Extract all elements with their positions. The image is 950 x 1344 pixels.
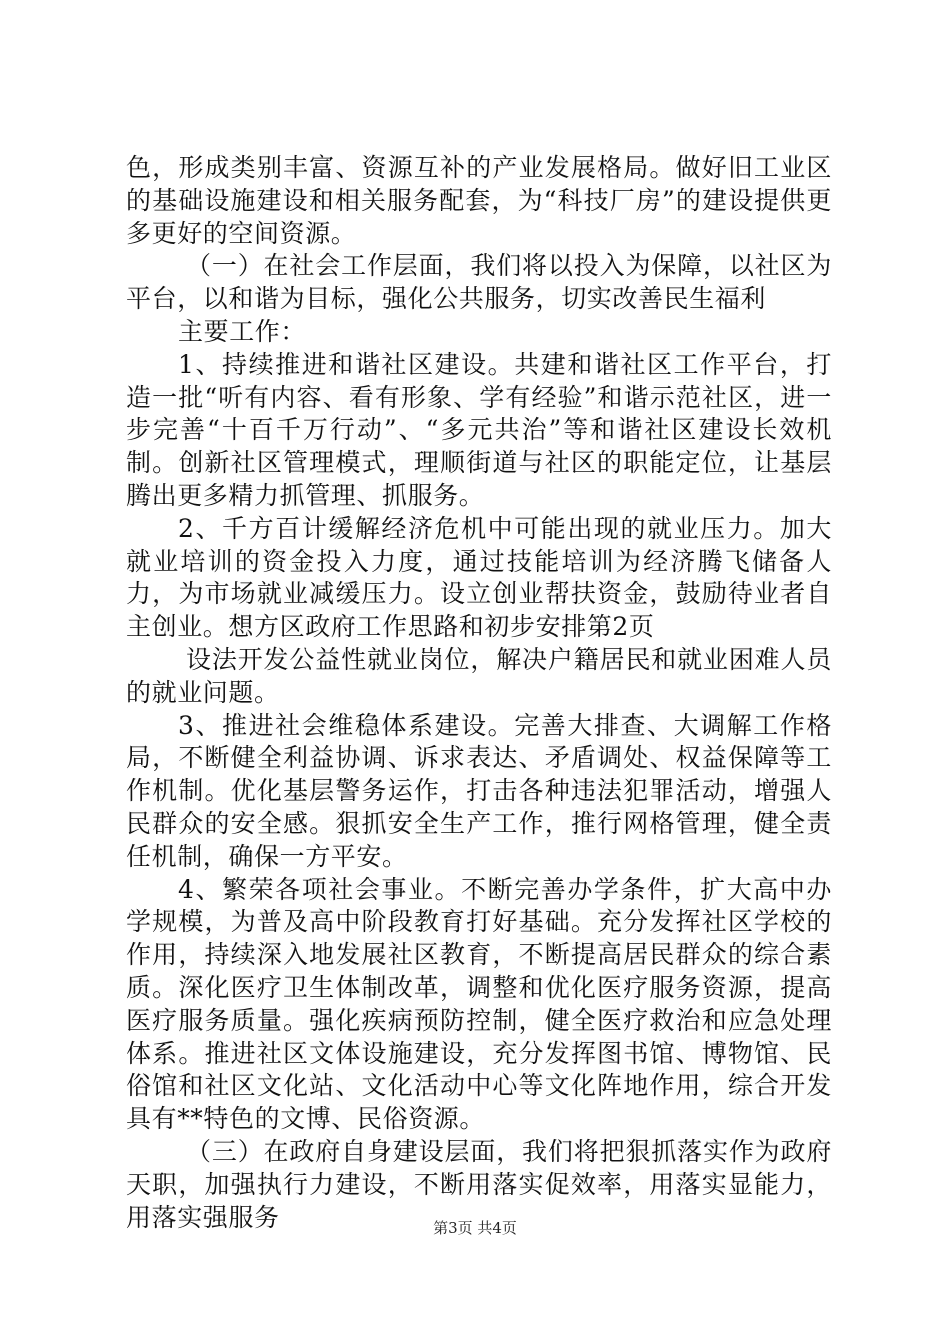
paragraph-item-2-continued: 设法开发公益性就业岗位，解决户籍居民和就业困难人员的就业问题。 <box>126 644 832 707</box>
paragraph-section-government: （三）在政府自身建设层面，我们将把狠抓落实作为政府天职，加强执行力建设，不断用落实促效率，用落实显能力，用落实强服务 <box>126 1136 832 1232</box>
paragraph-main-work-heading: 主要工作： <box>178 316 307 346</box>
paragraph-item-2: 2、千方百计缓解经济危机中可能出现的就业压力。加大就业培训的资金投入力度，通过技能培训为经济腾飞储备人力，为市场就业减缓压力。设立创业帮扶资金，鼓励待业者自主创业。想方区政府工作思路和初步安排第2页 <box>126 513 832 642</box>
paragraph-item-1: 1、持续推进和谐社区建设。共建和谐社区工作平台，打造一批“听有内容、看有形象、学有经验”和谐示范社区，进一步完善“十百千万行动”、“多元共治”等和谐社区建设长效机制。创新社区管理模式，理顺街道与社区的职能定位，让基层腾出更多精力抓管理、抓服务。 <box>126 349 832 510</box>
paragraph-item-3: 3、推进社会维稳体系建设。完善大排查、大调解工作格局，不断健全利益协调、诉求表达、矛盾调处、权益保障等工作机制。优化基层警务运作，打击各种违法犯罪活动，增强人民群众的安全感。狠抓安全生产工作，推行网格管理，健全责任机制，确保一方平安。 <box>126 710 832 871</box>
paragraph-intro-continuation: 色，形成类别丰富、资源互补的产业发展格局。做好旧工业区的基础设施建设和相关服务配套，为“科技厂房”的建设提供更多更好的空间资源。 <box>126 153 832 248</box>
page-footer: 第3页 共4页 <box>433 1219 517 1237</box>
document-body <box>126 152 832 1234</box>
paragraph-item-4: 4、繁荣各项社会事业。不断完善办学条件，扩大高中办学规模，为普及高中阶段教育打好基础。充分发挥社区学校的作用，持续深入地发展社区教育，不断提高居民群众的综合素质。深化医疗卫生体制改革，调整和优化医疗服务资源，提高医疗服务质量。强化疾病预防控制，健全医疗救治和应急处理体系。推进社区文体设施建设，充分发挥图书馆、博物馆、民俗馆和社区文化站、文化活动中心等文化阵地作用，综合开发具有**特色的文博、民俗资源。 <box>126 874 832 1134</box>
paragraph-section-social: （一）在社会工作层面，我们将以投入为保障，以社区为平台，以和谐为目标，强化公共服务，切实改善民生福利 <box>126 251 832 314</box>
